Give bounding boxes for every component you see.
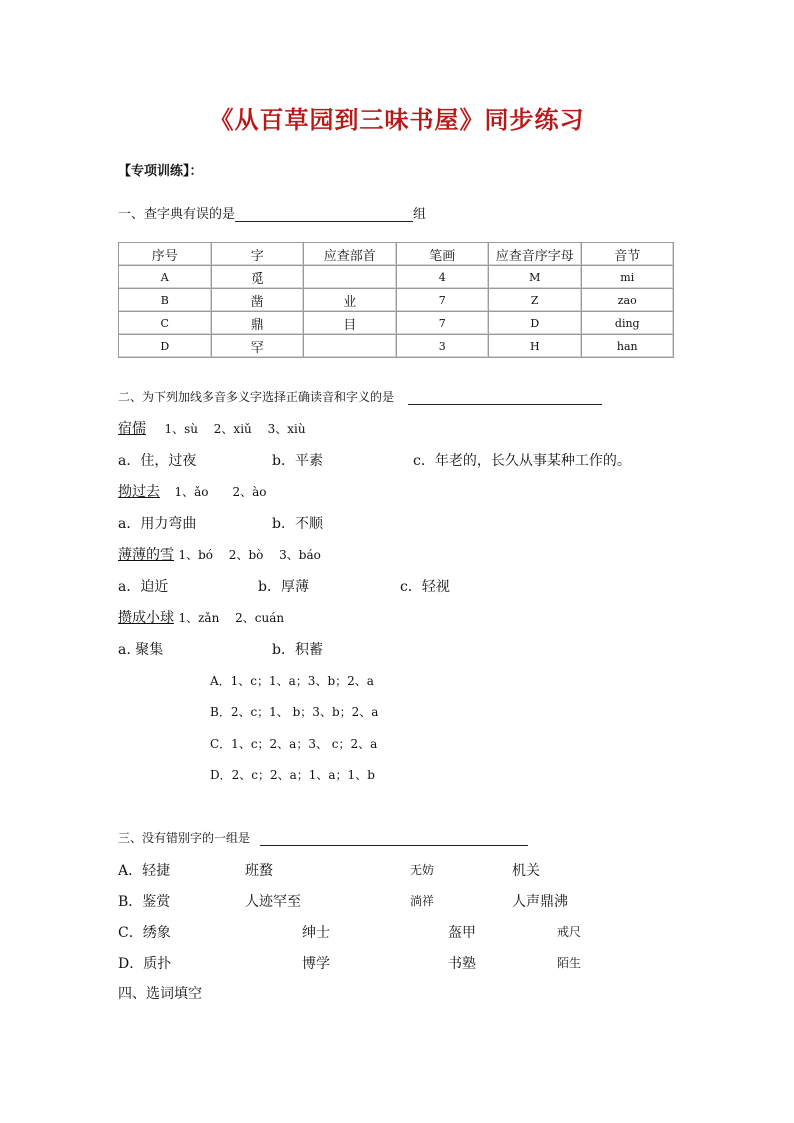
- table-cell: D: [119, 335, 212, 358]
- q2-item-1-word: 宿儒: [118, 421, 146, 437]
- q2-item-2-meaning-a: a．用力弯曲: [118, 516, 197, 532]
- table-header-cell: 应查部首: [304, 243, 397, 266]
- table-row: [119, 312, 674, 335]
- table-cell: mi: [581, 266, 674, 289]
- table-row: [119, 335, 674, 358]
- table-cell: 7: [396, 312, 489, 335]
- q2-answer-blank[interactable]: [408, 390, 602, 405]
- q2-item-4-readings: 1、zǎn 2、cuán: [178, 611, 285, 625]
- q3-row-b-word-3: 淌祥: [410, 894, 435, 908]
- q2-option-c[interactable]: C．1、c；2、a；3、 c；2、a: [210, 737, 378, 751]
- section-label: 【专项训练】：: [118, 164, 203, 179]
- table-header-cell: 音节: [581, 243, 674, 266]
- table-cell: 觅: [211, 266, 304, 289]
- q1-answer-blank[interactable]: [235, 207, 413, 222]
- q2-item-1-meaning-b: b．平素: [272, 453, 323, 469]
- q3-row-c-word-4: 戒尺: [557, 925, 582, 939]
- table-cell: [304, 335, 397, 358]
- q2-option-a[interactable]: A．1、c；1、a；3、b；2、a: [210, 674, 374, 688]
- table-cell: 业: [304, 289, 397, 312]
- q3-row-d-label[interactable]: D．质扑: [118, 956, 172, 972]
- q2-item-2-readings: 1、ǎo 2、ào: [174, 485, 267, 499]
- q2-item-2-meaning-b: b．不顺: [272, 516, 323, 532]
- q2-option-d[interactable]: D．2、c；2、a；1、a；1、b: [210, 768, 375, 782]
- table-header-cell: 笔画: [396, 243, 489, 266]
- q2-prompt-line: [118, 388, 602, 405]
- q2-item-4-meaning-b: b．积蓄: [272, 642, 323, 658]
- q4-prompt: 四、选词填空: [118, 986, 202, 1002]
- q2-item-2-line: [118, 481, 266, 501]
- table-header-cell: 序号: [119, 243, 212, 266]
- q3-row-a-word-2: 班蝥: [245, 863, 273, 879]
- page-title: 《从百草园到三味书屋》同步练习: [209, 105, 585, 134]
- table-header-row: [119, 243, 674, 266]
- q3-row-d-word-2: 博学: [302, 956, 330, 972]
- q3-row-a-word-3: 无妨: [410, 863, 435, 877]
- table-cell: ding: [581, 312, 674, 335]
- dictionary-table: [118, 242, 674, 358]
- table-cell: C: [119, 312, 212, 335]
- table-cell: D: [489, 312, 582, 335]
- q2-item-4-word: 攒成小球: [118, 610, 174, 626]
- table-header-cell: 应查音序字母: [489, 243, 582, 266]
- q3-row-b-word-4: 人声鼎沸: [512, 894, 568, 910]
- q3-prompt: 三、没有错别字的一组是: [118, 831, 251, 845]
- table-cell: M: [489, 266, 582, 289]
- q3-row-c-word-2: 绅士: [302, 925, 330, 941]
- table-cell: 目: [304, 312, 397, 335]
- table-cell: [304, 266, 397, 289]
- table-cell: H: [489, 335, 582, 358]
- table-cell: Z: [489, 289, 582, 312]
- q3-prompt-line: [118, 829, 528, 846]
- q3-answer-blank[interactable]: [260, 831, 528, 846]
- table-cell: 凿: [211, 289, 304, 312]
- q3-row-c-word-3: 盔甲: [448, 925, 476, 941]
- q2-item-3-meaning-c: c．轻视: [400, 579, 450, 595]
- table-cell: zao: [581, 289, 674, 312]
- q2-item-4-line: [118, 607, 284, 627]
- q2-item-1-meaning-a: a．住，过夜: [118, 453, 197, 469]
- table-cell: 7: [396, 289, 489, 312]
- q2-option-b[interactable]: B．2、c；1、 b；3、b；2、a: [210, 705, 379, 719]
- q3-row-d-word-4: 陌生: [557, 956, 582, 970]
- q2-item-3-line: [118, 544, 321, 564]
- table-cell: 3: [396, 335, 489, 358]
- q2-item-3-meaning-a: a．迫近: [118, 579, 169, 595]
- q2-prompt: 二、为下列加线多音多义字选择正确读音和字义的是: [118, 390, 395, 404]
- q2-item-2-word: 拗过去: [118, 484, 160, 500]
- q1-prompt-line: [118, 203, 426, 222]
- q3-row-a-word-4: 机关: [512, 863, 540, 879]
- q3-row-a-label[interactable]: A．轻捷: [118, 863, 171, 879]
- table-row: [119, 289, 674, 312]
- q3-row-b-label[interactable]: B．鉴赏: [118, 894, 171, 910]
- q2-item-4-meaning-a: a. 聚集: [118, 642, 164, 658]
- table-row: [119, 266, 674, 289]
- q2-item-1-meaning-c: c．年老的，长久从事某种工作的。: [413, 453, 631, 469]
- table-cell: B: [119, 289, 212, 312]
- q1-prompt: 一、查字典有误的是: [118, 207, 236, 222]
- table-cell: han: [581, 335, 674, 358]
- q2-item-3-word: 薄薄的雪: [118, 547, 174, 563]
- table-cell: A: [119, 266, 212, 289]
- q2-item-1-readings: 1、sù 2、xiǔ 3、xiù: [164, 422, 306, 436]
- q3-row-d-word-3: 书塾: [448, 956, 476, 972]
- table-cell: 4: [396, 266, 489, 289]
- q3-row-c-label[interactable]: C．绣象: [118, 925, 171, 941]
- q3-row-b-word-2: 人迹罕至: [245, 894, 301, 910]
- table-header-cell: 字: [211, 243, 304, 266]
- q2-item-1-line: [118, 418, 306, 438]
- q2-item-3-readings: 1、bó 2、bò 3、báo: [178, 548, 321, 562]
- table-cell: 罕: [211, 335, 304, 358]
- q1-suffix: 组: [413, 207, 427, 222]
- q2-item-3-meaning-b: b．厚薄: [258, 579, 309, 595]
- table-cell: 鼎: [211, 312, 304, 335]
